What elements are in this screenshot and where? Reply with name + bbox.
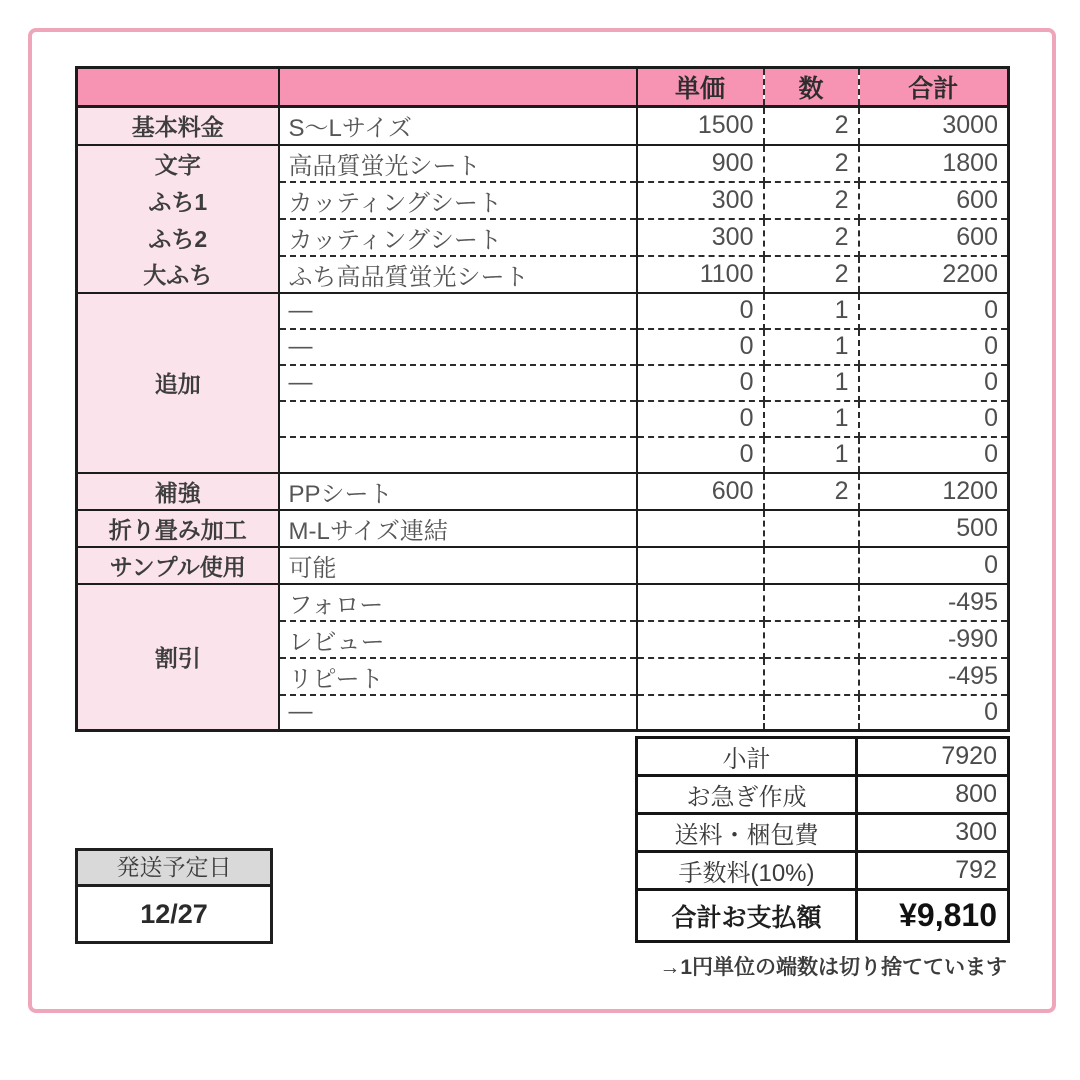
item-desc: 可能 bbox=[279, 547, 637, 584]
quantity-cell bbox=[764, 547, 859, 584]
unit-price-cell: 1100 bbox=[637, 256, 764, 293]
unit-price-cell: 600 bbox=[637, 473, 764, 510]
rounding-note: →1円単位の端数は切り捨てています bbox=[659, 956, 1007, 979]
item-label: 文字 bbox=[77, 145, 279, 182]
item-desc: M-Lサイズ連結 bbox=[279, 510, 637, 547]
unit-price-cell: 0 bbox=[637, 437, 764, 473]
item-desc: — bbox=[279, 695, 637, 731]
price-table-header-row bbox=[77, 68, 1009, 107]
total-cell: 0 bbox=[859, 695, 1009, 731]
unit-price-cell: 0 bbox=[637, 365, 764, 401]
quantity-cell: 2 bbox=[764, 473, 859, 510]
quantity-cell: 1 bbox=[764, 401, 859, 437]
unit-price-cell: 300 bbox=[637, 219, 764, 256]
quantity-cell: 1 bbox=[764, 365, 859, 401]
total-cell: 500 bbox=[859, 510, 1009, 547]
item-label: 基本料金 bbox=[77, 107, 279, 145]
item-desc: フォロー bbox=[279, 584, 637, 621]
item-label: 大ふち bbox=[77, 256, 279, 293]
summary-value: 300 bbox=[857, 814, 1009, 852]
table-row bbox=[77, 473, 1009, 510]
unit-price-cell bbox=[637, 547, 764, 584]
item-desc: S〜Lサイズ bbox=[279, 107, 637, 145]
quantity-cell: 2 bbox=[764, 256, 859, 293]
quantity-cell: 2 bbox=[764, 182, 859, 219]
item-desc: カッティングシート bbox=[279, 182, 637, 219]
summary-value: 792 bbox=[857, 852, 1009, 890]
header-quantity: 数 bbox=[764, 68, 859, 107]
total-cell: 0 bbox=[859, 437, 1009, 473]
header-unit-price: 単価 bbox=[637, 68, 764, 107]
unit-price-cell bbox=[637, 695, 764, 731]
total-cell: 1200 bbox=[859, 473, 1009, 510]
table-row bbox=[77, 256, 1009, 293]
quantity-cell: 1 bbox=[764, 293, 859, 329]
item-desc: — bbox=[279, 329, 637, 365]
item-desc: リピート bbox=[279, 658, 637, 695]
unit-price-cell: 300 bbox=[637, 182, 764, 219]
table-row bbox=[77, 182, 1009, 219]
unit-price-cell bbox=[637, 584, 764, 621]
quantity-cell: 1 bbox=[764, 329, 859, 365]
summary-value: 7920 bbox=[857, 738, 1009, 776]
item-label: 折り畳み加工 bbox=[77, 510, 279, 547]
item-desc: 高品質蛍光シート bbox=[279, 145, 637, 182]
grand-total-label: 合計お支払額 bbox=[637, 890, 857, 942]
table-row bbox=[77, 293, 1009, 329]
item-desc: ふち高品質蛍光シート bbox=[279, 256, 637, 293]
total-cell: 0 bbox=[859, 293, 1009, 329]
unit-price-cell: 0 bbox=[637, 293, 764, 329]
quantity-cell bbox=[764, 621, 859, 658]
summary-row bbox=[637, 738, 1009, 776]
total-cell: 3000 bbox=[859, 107, 1009, 145]
item-desc bbox=[279, 401, 637, 437]
shipping-date-box bbox=[75, 848, 273, 944]
total-cell: 0 bbox=[859, 365, 1009, 401]
quantity-cell bbox=[764, 510, 859, 547]
table-row bbox=[77, 510, 1009, 547]
unit-price-cell: 1500 bbox=[637, 107, 764, 145]
total-cell: 600 bbox=[859, 219, 1009, 256]
summary-row bbox=[637, 776, 1009, 814]
quantity-cell: 1 bbox=[764, 437, 859, 473]
header-blank-label bbox=[77, 68, 279, 107]
unit-price-cell: 0 bbox=[637, 401, 764, 437]
summary-table bbox=[635, 736, 1010, 943]
quantity-cell bbox=[764, 658, 859, 695]
item-label: サンプル使用 bbox=[77, 547, 279, 584]
quantity-cell bbox=[764, 695, 859, 731]
table-row bbox=[77, 584, 1009, 621]
shipping-date-title: 発送予定日 bbox=[78, 851, 270, 887]
summary-value: 800 bbox=[857, 776, 1009, 814]
table-row bbox=[77, 219, 1009, 256]
table-row bbox=[77, 145, 1009, 182]
total-cell: 0 bbox=[859, 401, 1009, 437]
item-label: ふち1 bbox=[77, 182, 279, 219]
table-row bbox=[77, 107, 1009, 145]
total-cell: 1800 bbox=[859, 145, 1009, 182]
quantity-cell: 2 bbox=[764, 145, 859, 182]
total-cell: 600 bbox=[859, 182, 1009, 219]
summary-label: 送料・梱包費 bbox=[637, 814, 857, 852]
item-desc: — bbox=[279, 293, 637, 329]
quantity-cell: 2 bbox=[764, 107, 859, 145]
grand-total-value: ¥9,810 bbox=[857, 890, 1009, 942]
header-blank-desc bbox=[279, 68, 637, 107]
summary-label: お急ぎ作成 bbox=[637, 776, 857, 814]
unit-price-cell: 0 bbox=[637, 329, 764, 365]
item-desc: レビュー bbox=[279, 621, 637, 658]
total-cell: 0 bbox=[859, 547, 1009, 584]
item-desc: — bbox=[279, 365, 637, 401]
item-label: 追加 bbox=[77, 293, 279, 473]
quantity-cell: 2 bbox=[764, 219, 859, 256]
unit-price-cell bbox=[637, 510, 764, 547]
item-desc: PPシート bbox=[279, 473, 637, 510]
unit-price-cell: 900 bbox=[637, 145, 764, 182]
unit-price-cell bbox=[637, 658, 764, 695]
item-desc: カッティングシート bbox=[279, 219, 637, 256]
item-label: 補強 bbox=[77, 473, 279, 510]
table-row bbox=[77, 547, 1009, 584]
total-cell: 2200 bbox=[859, 256, 1009, 293]
item-desc bbox=[279, 437, 637, 473]
summary-label: 手数料(10%) bbox=[637, 852, 857, 890]
price-table bbox=[75, 66, 1010, 732]
item-label: ふち2 bbox=[77, 219, 279, 256]
summary-label: 小計 bbox=[637, 738, 857, 776]
total-cell: -495 bbox=[859, 658, 1009, 695]
quantity-cell bbox=[764, 584, 859, 621]
total-cell: -990 bbox=[859, 621, 1009, 658]
shipping-date-value: 12/27 bbox=[140, 899, 208, 929]
item-label: 割引 bbox=[77, 584, 279, 731]
header-total: 合計 bbox=[859, 68, 1009, 107]
total-cell: -495 bbox=[859, 584, 1009, 621]
summary-row bbox=[637, 814, 1009, 852]
summary-row bbox=[637, 852, 1009, 890]
unit-price-cell bbox=[637, 621, 764, 658]
total-cell: 0 bbox=[859, 329, 1009, 365]
summary-total-row bbox=[637, 890, 1009, 942]
